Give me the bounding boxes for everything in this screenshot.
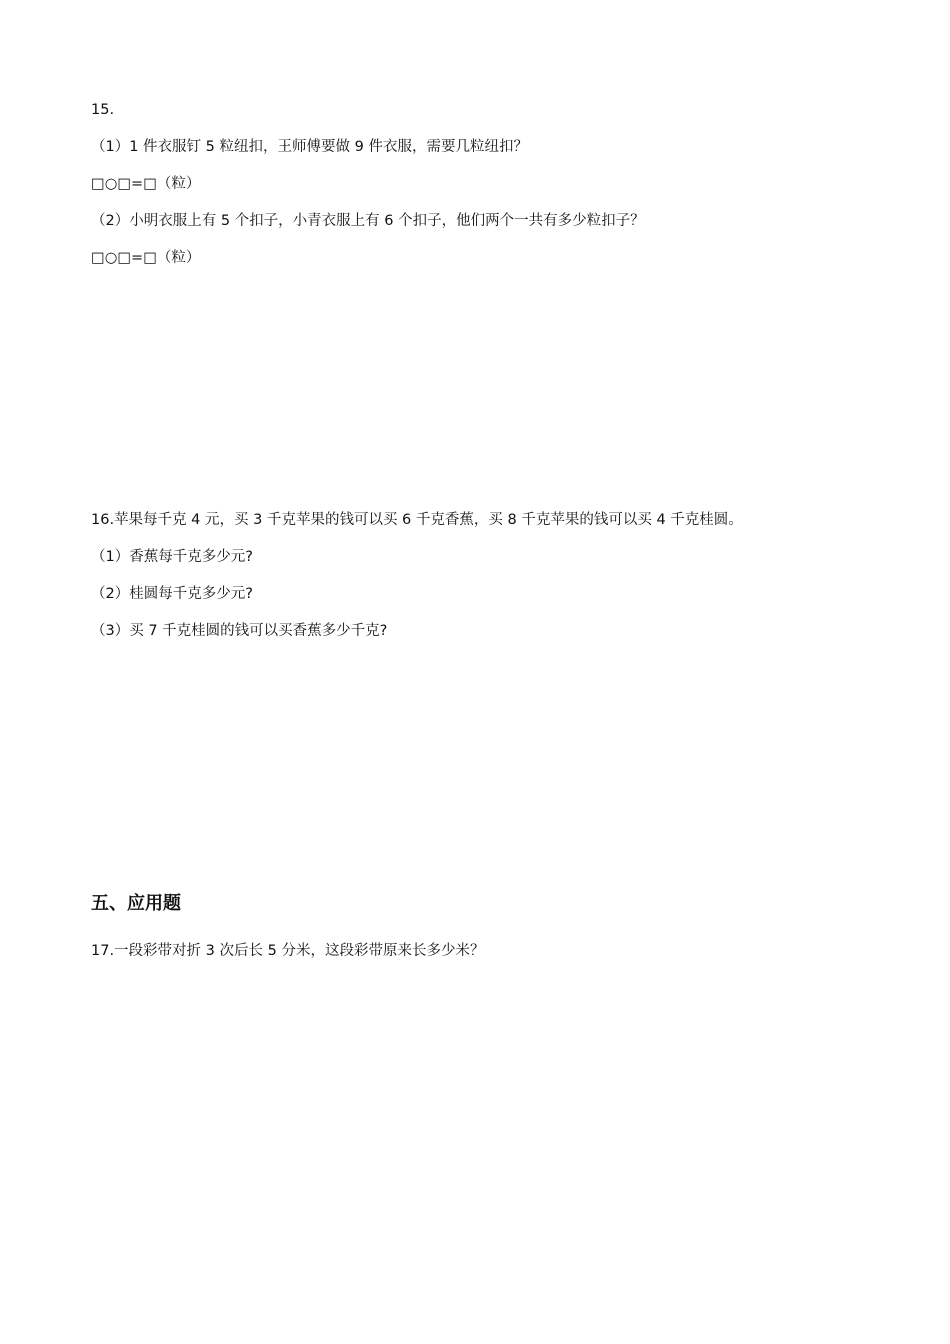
question-16-part-1: （1）香蕉每千克多少元? xyxy=(91,549,253,565)
question-15-part-1: （1）1 件衣服钉 5 粒纽扣，王师傅要做 9 件衣服，需要几粒纽扣？ xyxy=(91,139,528,155)
question-15-part-2: （2）小明衣服上有 5 个扣子，小青衣服上有 6 个扣子，他们两个一共有多少粒扣子？ xyxy=(91,213,645,229)
question-16-part-2: （2）桂圆每千克多少元? xyxy=(91,586,253,602)
question-15-answer-template-2: □○□=□（粒） xyxy=(91,250,201,266)
question-15-number: 15. xyxy=(91,102,115,118)
section-5-heading: 五、应用题 xyxy=(91,893,181,914)
question-16-stem: 16.苹果每千克 4 元，买 3 千克苹果的钱可以买 6 千克香蕉，买 8 千克苹果的钱可以买 4 千克桂圆。 xyxy=(91,512,743,528)
question-15-answer-template-1: □○□=□（粒） xyxy=(91,176,201,192)
question-17-stem: 17.一段彩带对折 3 次后长 5 分米，这段彩带原来长多少米？ xyxy=(91,943,485,959)
question-16-part-3: （3）买 7 千克桂圆的钱可以买香蕉多少千克? xyxy=(91,623,388,639)
